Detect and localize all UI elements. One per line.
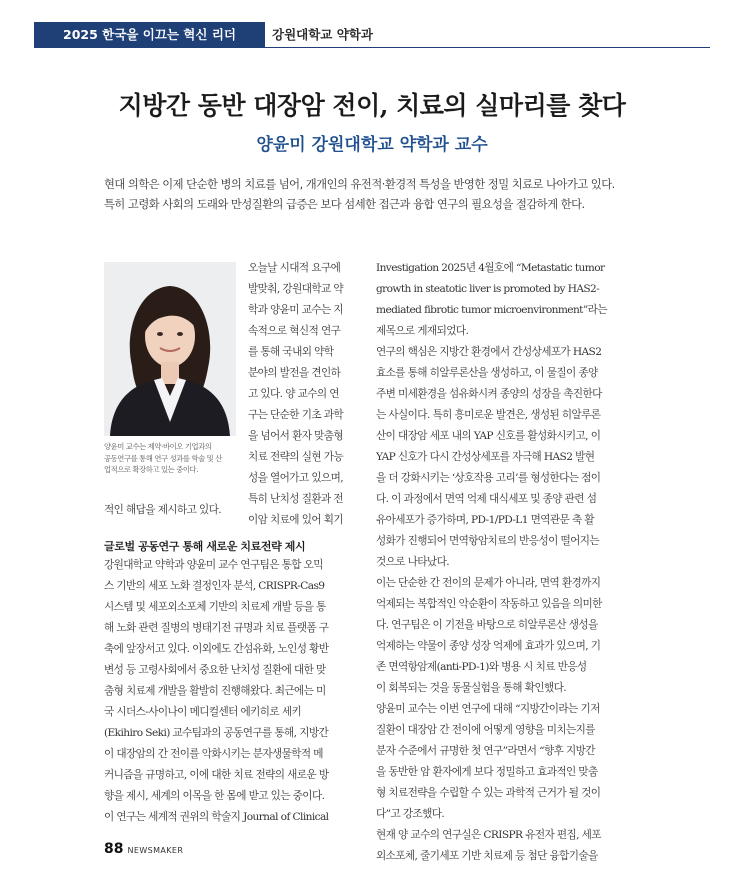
text-line: 을 동반한 암 환자에게 보다 정밀하고 효과적인 맞춤 [376, 766, 598, 778]
text-line: 국 시더스-사이나이 메디컬센터 에키히로 세키 [104, 706, 302, 718]
text-line: 억제되는 복합적인 악순환이 작동하고 있음을 의미한 [376, 598, 602, 610]
column-1-continue [104, 500, 359, 521]
portrait-illustration [104, 262, 236, 436]
text-line: 억제하는 약물이 종양 성장 억제에 효과가 있으며, 기 [376, 640, 601, 652]
column-1-body [104, 555, 359, 828]
header-rule [34, 47, 710, 48]
article-subtitle: 양윤미 강원대학교 약학과 교수 [256, 135, 488, 155]
text-line: 춤형 치료제 개발을 활발히 진행해왔다. 최근에는 미 [104, 685, 326, 697]
text-line: 분자 수준에서 규명한 첫 연구”라면서 “향후 지방간 [376, 745, 595, 757]
photo-caption [104, 441, 240, 476]
lead-line: 특히 고령화 사회의 도래와 만성질환의 급증은 보다 섬세한 접근과 융합 연구의 필요성을 절감하게 한다. [104, 198, 585, 211]
text-line: 을 넘어서 환자 맞춤형 [248, 430, 344, 442]
text-line: 강원대학교 약학과 양윤미 교수 연구팀은 통합 오믹 [104, 559, 323, 571]
text-line: 존 면역항암제(anti-PD-1)와 병용 시 치료 반응성 [376, 661, 587, 673]
text-line: 커니즘을 규명하고, 이에 대한 치료 전략의 새로운 방 [104, 769, 329, 781]
text-line: 이는 단순한 간 전이의 문제가 아니라, 면역 환경까지 [376, 577, 601, 589]
text-line: 성을 열어가고 있으며, [248, 472, 344, 484]
page-number: 88 [104, 841, 124, 857]
text-line: 다. 연구팀은 이 기전을 바탕으로 히알루론산 생성을 [376, 619, 598, 631]
text-line: 을 더 강화시키는 ‘상호작용 고리’를 형성한다는 점이 [376, 472, 601, 484]
text-line: 치료 전략의 실현 가능 [248, 451, 344, 463]
text-line: 이 대장암의 간 전이를 악화시키는 분자생물학적 메 [104, 748, 323, 760]
column-2-body [376, 258, 630, 867]
caption-line: 양윤미 교수는 제약·바이오 기업과의 [104, 442, 212, 451]
text-line: 다. 이 과정에서 면역 억제 대식세포 및 종양 관련 섬 [376, 493, 597, 505]
text-line: Investigation 2025년 4월호에 “Metastatic tumor [376, 262, 605, 274]
magazine-name: NEWSMAKER [127, 846, 184, 855]
text-line: 속적으로 혁신적 연구 [248, 325, 341, 337]
text-line: 양윤미 교수는 이번 연구에 대해 “지방간이라는 기저 [376, 703, 600, 715]
portrait-photo [104, 262, 236, 436]
text-line: 구는 단순한 기초 과학 [248, 409, 344, 421]
text-line: 축에 앞장서고 있다. 이외에도 간섬유화, 노인성 황반 [104, 643, 329, 655]
page-footer [104, 838, 183, 857]
header-section: 강원대학교 약학과 [272, 27, 373, 42]
article-title: 지방간 동반 대장암 전이, 치료의 실마리를 찾다 [118, 91, 626, 120]
text-line: 연구의 핵심은 지방간 환경에서 간성상세포가 HAS2 [376, 346, 602, 358]
text-line: 형 치료전략을 수립할 수 있는 과학적 근거가 될 것이 [376, 787, 601, 799]
text-line: 는 사실이다. 특히 흥미로운 발견은, 생성된 히알루론 [376, 409, 601, 421]
text-line: mediated fibrotic tumor microenvironment”라는 [376, 304, 607, 316]
text-line: 다”고 강조했다. [376, 808, 445, 820]
text-line: 학과 양윤미 교수는 지 [248, 304, 344, 316]
text-line: 산이 대장암 세포 내의 YAP 신호를 활성화시키고, 이 [376, 430, 601, 442]
text-line: 스 기반의 세포 노화 결정인자 분석, CRISPR-Cas9 [104, 580, 325, 592]
text-line: 유아세포가 증가하며, PD-1/PD-L1 면역관문 축 활 [376, 514, 594, 526]
section-heading: 글로벌 공동연구 통해 새로운 치료전략 제시 [104, 540, 306, 553]
column-1-beside-photo [248, 258, 358, 531]
text-line: 효소를 통해 히알루론산을 생성하고, 이 물질이 종양 [376, 367, 598, 379]
text-line: 고 있다. 양 교수의 연 [248, 388, 339, 400]
text-line: (Ekihiro Seki) 교수팀과의 공동연구를 통해, 지방간 [104, 727, 329, 739]
text-line: 외소포체, 줄기세포 기반 치료제 등 첨단 융합기술을 [376, 850, 598, 862]
text-line: 성화가 진행되어 면역항암치료의 반응성이 떨어지는 [376, 535, 600, 547]
text-line: 해 노화 관련 질병의 병태기전 규명과 치료 플랫폼 구 [104, 622, 329, 634]
text-line: 현재 양 교수의 연구실은 CRISPR 유전자 편집, 세포 [376, 829, 601, 841]
article-lead [104, 175, 644, 215]
caption-line: 공동연구를 통해 연구 성과를 학술 및 산 [104, 453, 222, 463]
text-line: growth in steatotic liver is promoted by HAS2- [376, 283, 600, 295]
text-line: 이암 치료에 있어 획기 [248, 514, 344, 526]
text-line: 제목으로 게재되었다. [376, 325, 469, 337]
text-line: 질환이 대장암 간 전이에 어떻게 영향을 미치는지를 [376, 724, 595, 736]
text-line: 발맞춰, 강원대학교 약 [248, 283, 344, 295]
text-line: 를 통해 국내외 약학 [248, 346, 334, 358]
text-line: 향을 제시, 세계의 이목을 한 몸에 받고 있는 중이다. [104, 790, 325, 802]
text-line: 주변 미세환경을 섬유화시켜 종양의 성장을 촉진한다 [376, 388, 602, 400]
text-line: 것으로 나타났다. [376, 556, 449, 568]
text-line: 변성 등 고령사회에서 중요한 난치성 질환에 대한 맞 [104, 664, 326, 676]
header-badge: 2025 한국을 이끄는 혁신 리더 [34, 22, 265, 48]
text-line: 시스템 및 세포외소포체 기반의 치료제 개발 등을 통 [104, 601, 326, 613]
text-line: 오늘날 시대적 요구에 [248, 262, 341, 274]
caption-line: 업적으로 확장하고 있는 중이다. [104, 465, 199, 474]
text-line: 특히 난치성 질환과 전 [248, 493, 344, 505]
text-line: 이 회복되는 것을 동물실험을 통해 확인했다. [376, 682, 567, 694]
text-line: 적인 해답을 제시하고 있다. [104, 504, 222, 516]
text-line: 분야의 발전을 견인하 [248, 367, 341, 379]
text-line: YAP 신호가 다시 간성상세포를 자극해 HAS2 발현 [376, 451, 595, 463]
lead-line: 현대 의학은 이제 단순한 병의 치료를 넘어, 개개인의 유전적·환경적 특성을 반영한 정밀 치료로 나아가고 있다. [104, 178, 615, 191]
text-line: 이 연구는 세계적 권위의 학술지 Journal of Clinical [104, 811, 329, 823]
